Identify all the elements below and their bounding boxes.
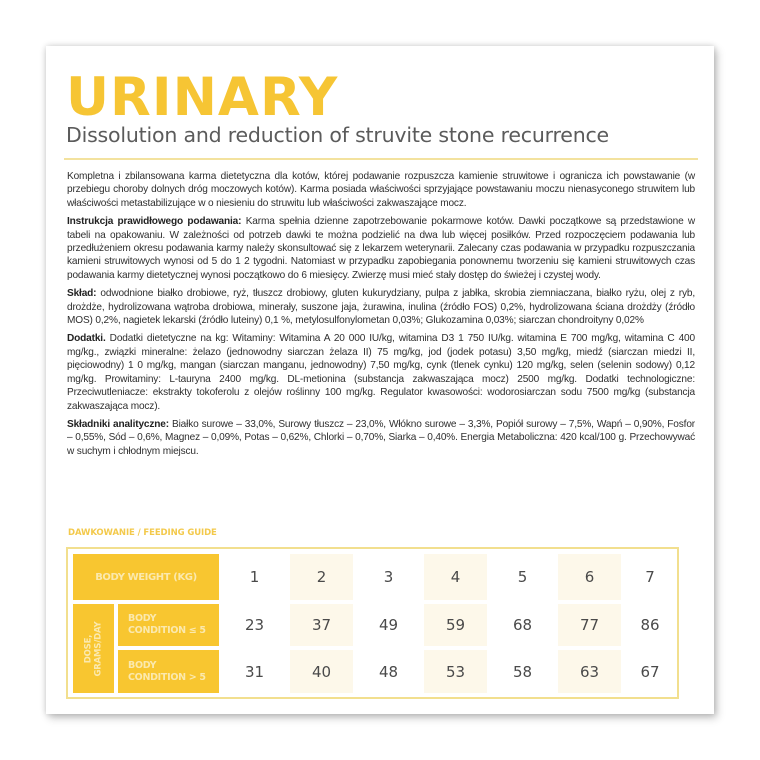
instructions-label: Instrukcja prawidłowego podawania: bbox=[67, 216, 242, 228]
dose-cell: 23 bbox=[244, 616, 265, 634]
row-header-line2: CONDITION ≤ 5 bbox=[128, 625, 206, 636]
row-header-line2: CONDITION > 5 bbox=[128, 671, 206, 683]
weight-cell: 2 bbox=[290, 554, 353, 600]
page-title: URINARY bbox=[66, 67, 339, 128]
dose-cell: 31 bbox=[244, 662, 265, 681]
dose-cell: 86 bbox=[640, 616, 660, 634]
additives-label: Dodatki. bbox=[67, 333, 106, 345]
dose-cell: 40 bbox=[290, 650, 353, 693]
product-card bbox=[46, 46, 714, 714]
row-header-line1: BODY bbox=[128, 659, 157, 671]
dose-header-label: DOSE, GRAMS/DAY bbox=[83, 621, 104, 676]
feeding-guide-table bbox=[66, 547, 679, 699]
dose-header bbox=[73, 604, 114, 693]
dose-cell: 67 bbox=[640, 662, 660, 681]
instructions-paragraph bbox=[67, 215, 695, 282]
composition-label: Skład: bbox=[67, 288, 97, 300]
body-weight-header-label: BODY WEIGHT (KG) bbox=[95, 571, 197, 583]
header-divider bbox=[64, 158, 698, 160]
dose-cell: 59 bbox=[424, 604, 487, 646]
row-header-line1: BODY bbox=[128, 613, 157, 624]
composition-text: odwodnione białko drobiowe, ryż, tłuszcz drobiowy, gluten kukurydziany, pulpa z jabłka, skrobia ziemniaczana, białko ryżu, olej z ryb, drożdże, hydrolizowana wątroba drobiowa, minerały, suszone jaja, żurawina, inulina (źródło FOS) 0,2%, hydrolizowana ściana drożdży (źródło MOS) 0,2%, nagietek lekarski (źródło luteiny) 0,1 %, metylosulfonylometan 0,03%; Glukozamina 0,03%; siarczan chondroityny 0,02% bbox=[67, 288, 695, 327]
dose-cell: 68 bbox=[512, 616, 533, 634]
composition-paragraph bbox=[67, 287, 695, 327]
additives-text: Dodatki dietetyczne na kg: Witaminy: Witamina A 20 000 IU/kg, witamina D3 1 750 IU/kg. witamina E 700 mg/kg, witamina C 400 mg/kg., związki mineralne: żelazo (jednowodny siarczan żelaza II) 75 mg/kg, jod (jodek potasu) 3,50 mg/kg, miedź (siarczan miedzi II, pięciowodny) 1 0 mg/kg, mangan (siarczan manganu, jednowodny) 7,50 mg/kg, cynk (tlenek cynku) 120 mg/kg, selen (selenin sodowy) 0,12 mg/kg. Prowitaminy: L-tauryna 2400 mg/kg. DL-metionina (substancja zakwaszająca mocz) 2500 mg/kg. Dodatki technologiczne: Przeciwutleniacze: ekstrakty tokoferolu z olejów roślinny 100 mg/kg. Regulator kwasowości: wodorosiarczan sodu 7500 mg/kg (substancja zakwaszająca mocz). bbox=[67, 333, 695, 412]
description-block bbox=[67, 170, 695, 463]
analytical-text: Białko surowe – 33,0%, Surowy tłuszcz – 23,0%, Włókno surowe – 3,3%, Popiół surowy – 7,5%, Wapń – 0,90%, Fosfor – 0,55%, Sód – 0,6%, Magnez – 0,09%, Potas – 0,62%, Chlorki – 0,70%, Siarka – 0,40%. Energia Metaboliczna: 420 kcal/100 g. Przechowywać w suchym i chłodnym miejscu. bbox=[67, 418, 695, 457]
analytical-paragraph bbox=[67, 418, 695, 458]
dose-cell: 63 bbox=[558, 650, 621, 693]
row-header-condition-le5 bbox=[118, 604, 219, 646]
weight-cell: 5 bbox=[517, 568, 528, 586]
dose-cell: 48 bbox=[378, 662, 399, 681]
instructions-text: Karma spełnia dzienne zapotrzebowanie pokarmowe kotów. Dawki początkowe są przedstawione w tabeli na opakowaniu. W zależności od potrzeb dawki te można podzielić na dwa lub więcej posiłków. Przed rozpoczęciem podawania lub przedłużeniem okresu podawania karmy należy skonsultować się z lekarzem weterynarii. Zalecany czas podawania w przypadku rozpuszczania kamieni struwitowych wynosi od 5 do 1 2 tygodni. Natomiast w przypadku zapobiegania ponownemu tworzeniu się kamieni struwitowych czas podawania karmy dietetycznej wynosi początkowo do 6 miesięcy. Zwierzę musi mieć stały dostęp do świeżej i czystej wody. bbox=[67, 216, 696, 281]
weight-cell: 3 bbox=[383, 568, 394, 586]
weight-cell: 7 bbox=[645, 568, 655, 586]
dose-cell: 49 bbox=[378, 616, 399, 634]
weight-cell: 6 bbox=[558, 554, 621, 600]
feeding-guide-label: DAWKOWANIE / FEEDING GUIDE bbox=[68, 528, 217, 538]
body-weight-header bbox=[73, 554, 219, 600]
intro-paragraph bbox=[67, 170, 695, 210]
weight-cell: 4 bbox=[424, 554, 487, 600]
row-header-condition-gt5 bbox=[118, 650, 219, 693]
dose-cell: 37 bbox=[290, 604, 353, 646]
additives-paragraph bbox=[67, 332, 695, 412]
weight-cell: 1 bbox=[249, 568, 260, 586]
dose-cell: 53 bbox=[424, 650, 487, 693]
dose-cell: 77 bbox=[558, 604, 621, 646]
analytical-label: Składniki analityczne: bbox=[67, 418, 169, 430]
intro-text: Kompletna i zbilansowana karma dietetyczna dla kotów, której podawanie rozpuszcza kamienie struwitowe i ogranicza ich powstawanie (w przebiegu choroby dolnych dróg moczowych kotów). Karma posiada właściwości sprzyjające powstawaniu moczu nienasyconego struwitem lub właściwości metastabilizujące w o niesieniu do struwitu lub właściwości zakwaszające mocz. bbox=[67, 171, 695, 209]
dose-cell: 58 bbox=[512, 662, 533, 681]
page-subtitle: Dissolution and reduction of struvite stone recurrence bbox=[66, 123, 609, 147]
